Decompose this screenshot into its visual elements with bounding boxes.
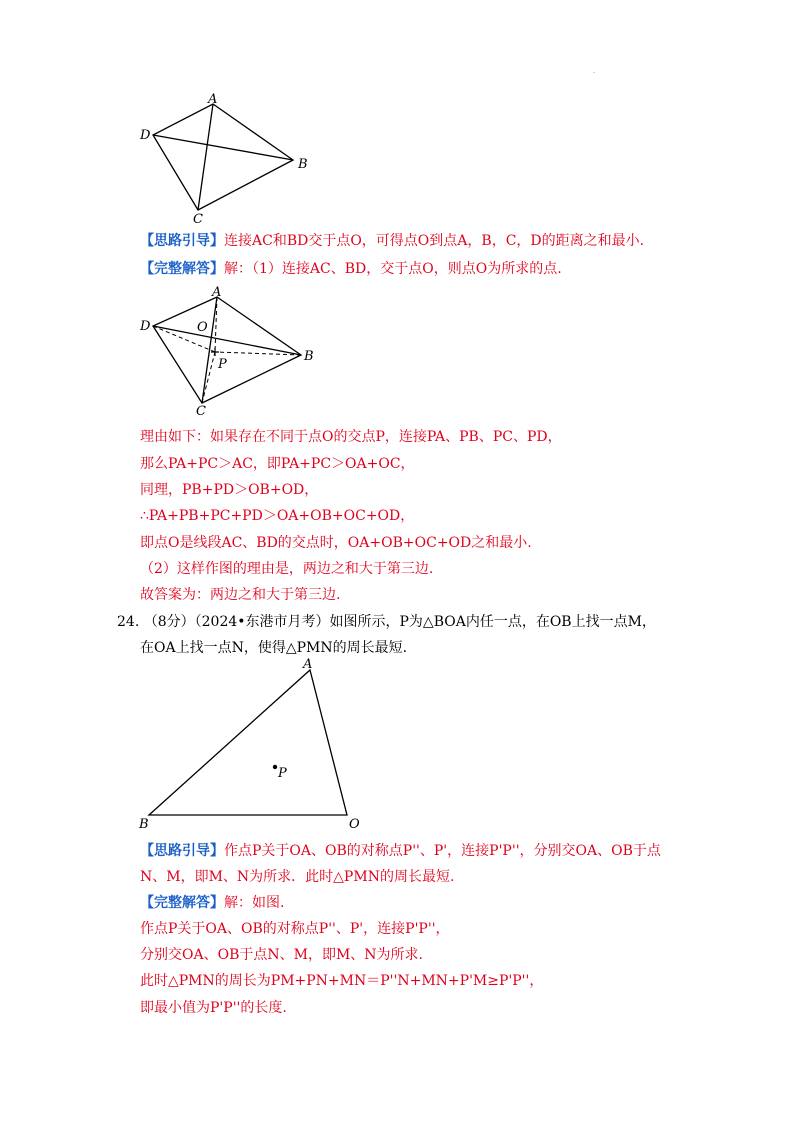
reason-line-2: 那么PA+PC＞AC，即PA+PC＞OA+OC， — [140, 456, 415, 472]
label-p: P — [218, 357, 227, 372]
diagonal-ac — [198, 104, 213, 210]
label-a-2: A — [212, 285, 222, 300]
answer-24-line-2: 分别交OA、OB于点N、M，即M、N为所求. — [140, 947, 423, 963]
question-24-line-2: 在OA上找一点N，使得△PMN的周长最短. — [140, 640, 408, 656]
reason-line-5: 即点O是线段AC、BD的交点时，OA+OB+OC+OD之和最小. — [140, 535, 532, 551]
hint-24-line-2: N、M，即M、N为所求．此时△PMN的周长最短. — [140, 869, 455, 885]
label-c-2: C — [196, 404, 206, 419]
reason-line-7: 故答案为：两边之和大于第三边. — [140, 587, 341, 603]
question-number: 24. — [117, 614, 140, 630]
hint-text-24-1: 作点P关于OA、OB的对称点P''、P'，连接P'P''，分别交OA、OB于点 — [224, 843, 661, 859]
label-a-3: A — [303, 657, 313, 672]
label-d-2: D — [140, 319, 151, 334]
quadrilateral-outline — [153, 104, 293, 210]
reason-line-4: ∴PA+PB+PC+PD＞OA+OB+OC+OD， — [140, 508, 415, 524]
answer-24-line-1: 作点P关于OA、OB的对称点P''、P'，连接P'P''， — [140, 921, 450, 937]
diagonal-bd-2 — [153, 326, 301, 355]
reason-line-3: 同理，PB+PD＞OB+OD， — [140, 482, 319, 498]
hint-text: 连接AC和BD交于点O，可得点O到点A，B，C，D的距离之和最小. — [224, 233, 645, 249]
label-b: B — [298, 157, 308, 172]
label-d: D — [140, 128, 151, 143]
label-b-3: B — [139, 817, 149, 832]
triangle-outline — [149, 670, 347, 815]
label-b-2: B — [304, 349, 314, 364]
label-o-3: O — [349, 817, 360, 832]
reason-line-6: （2）这样作图的理由是，两边之和大于第三边. — [140, 561, 434, 577]
label-a: A — [208, 92, 218, 107]
figure-triangle-boa — [135, 655, 370, 833]
answer-23 — [140, 259, 562, 279]
question-24-line-1 — [117, 612, 656, 632]
diagonal-bd — [153, 135, 293, 160]
hint-23 — [140, 231, 644, 251]
hint-tag: 【思路引导】 — [140, 233, 224, 249]
answer-24-line-3: 此时△PMN的周长为PM+PN+MN＝P''N+MN+P'M≥P'P''， — [140, 973, 544, 989]
point-p — [273, 765, 277, 769]
question-text-1: （8分）（2024•东港市月考）如图所示，P为△BOA内任一点，在OB上找一点M， — [143, 614, 656, 630]
answer-tag: 【完整解答】 — [140, 261, 224, 277]
figure-quadrilateral-abcd — [135, 92, 315, 227]
answer-24-line-4: 即最小值为P'P''的长度. — [140, 1000, 287, 1016]
answer-24 — [140, 893, 284, 913]
page-mark: . — [593, 68, 595, 75]
answer-tag-24: 【完整解答】 — [140, 895, 224, 911]
label-c: C — [193, 212, 203, 227]
hint-24-line-1 — [140, 841, 661, 861]
answer-text-24: 解：如图. — [224, 895, 285, 911]
label-o: O — [197, 320, 208, 335]
hint-tag-24: 【思路引导】 — [140, 843, 224, 859]
reason-line-1: 理由如下：如果存在不同于点O的交点P，连接PA、PB、PC、PD， — [140, 429, 562, 445]
figure-quadrilateral-with-op — [135, 285, 325, 420]
answer-text: 解：（1）连接AC、BD，交于点O，则点O为所求的点. — [224, 261, 562, 277]
label-p-3: P — [278, 766, 287, 781]
